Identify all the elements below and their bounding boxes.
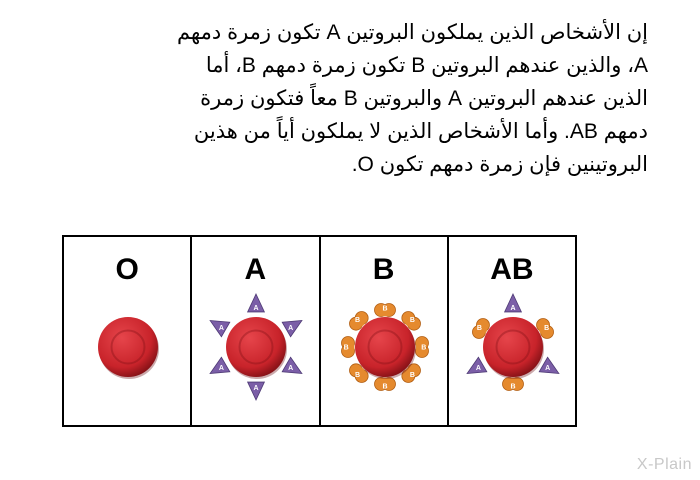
svg-text:B: B bbox=[354, 317, 360, 325]
red-blood-cell-body bbox=[483, 317, 543, 377]
antigen-b-icon bbox=[374, 304, 395, 317]
antigen-a-icon bbox=[504, 294, 521, 312]
antigen-a-icon bbox=[248, 294, 265, 312]
svg-text:A: A bbox=[510, 305, 516, 312]
antigen-a-icon bbox=[282, 357, 302, 373]
antigen-b-icon bbox=[415, 337, 428, 358]
antigen-b-icon bbox=[502, 378, 523, 391]
red-blood-cell-body bbox=[226, 317, 286, 377]
red-blood-cell-b-icon bbox=[321, 237, 449, 425]
svg-text:B: B bbox=[381, 305, 388, 313]
blood-type-cell-b bbox=[321, 237, 449, 425]
svg-text:B: B bbox=[420, 344, 426, 352]
red-blood-cell-body bbox=[355, 317, 415, 377]
svg-text:A: A bbox=[253, 385, 259, 392]
paragraph-line: البروتينين فإن زمرة دمهم تكون O. bbox=[351, 153, 648, 176]
blood-type-cell-a bbox=[192, 237, 320, 425]
svg-text:B: B bbox=[409, 317, 415, 325]
antigen-a-icon bbox=[282, 321, 302, 337]
svg-text:A: A bbox=[288, 325, 294, 332]
paragraph-line: دمهم AB. وأما الأشخاص الذين لا يملكون أياً من هذين bbox=[193, 120, 648, 143]
svg-text:B: B bbox=[343, 344, 349, 352]
svg-text:B: B bbox=[354, 371, 360, 379]
paragraph-line: الذين عندهم البروتين A والبروتين B معاً فتكون زمرة bbox=[200, 87, 648, 110]
svg-text:A: A bbox=[219, 325, 225, 332]
description-paragraph bbox=[20, 16, 648, 181]
blood-type-table bbox=[62, 235, 577, 427]
antigen-a-icon bbox=[248, 382, 265, 400]
blood-type-cell-o bbox=[64, 237, 192, 425]
paragraph-line: إن الأشخاص الذين يملكون البروتين A تكون زمرة دمهم bbox=[176, 21, 648, 44]
svg-text:A: A bbox=[253, 305, 259, 312]
svg-text:B: B bbox=[543, 325, 549, 333]
svg-text:A: A bbox=[475, 365, 481, 372]
paragraph-line: A، والذين عندهم البروتين B تكون زمرة دمهم B، أما bbox=[205, 54, 648, 77]
red-blood-cell-body bbox=[98, 317, 158, 377]
svg-text:A: A bbox=[219, 365, 225, 372]
svg-text:A: A bbox=[544, 365, 550, 372]
svg-text:B: B bbox=[510, 383, 516, 391]
xplain-logo bbox=[637, 456, 692, 474]
antigen-a-icon bbox=[467, 357, 487, 373]
blood-type-label: O bbox=[115, 253, 139, 286]
blood-type-label: A bbox=[244, 253, 267, 286]
red-blood-cell-ab-icon bbox=[449, 237, 577, 425]
red-blood-cell-a-icon bbox=[192, 237, 320, 425]
antigen-b-icon bbox=[374, 378, 395, 391]
antigen-b-icon bbox=[341, 337, 354, 358]
antigen-a-icon bbox=[210, 321, 230, 337]
antigen-a-icon bbox=[210, 357, 230, 373]
svg-text:B: B bbox=[476, 325, 482, 333]
svg-text:A: A bbox=[288, 365, 294, 372]
antigen-a-icon bbox=[539, 357, 559, 373]
logo-text: X-Plain bbox=[636, 456, 692, 473]
blood-type-label: B bbox=[372, 253, 395, 286]
svg-text:B: B bbox=[409, 371, 415, 379]
blood-type-cell-ab bbox=[449, 237, 575, 425]
svg-text:B: B bbox=[381, 383, 388, 391]
blood-type-label: AB bbox=[490, 253, 534, 286]
red-blood-cell-o-icon bbox=[64, 237, 192, 425]
